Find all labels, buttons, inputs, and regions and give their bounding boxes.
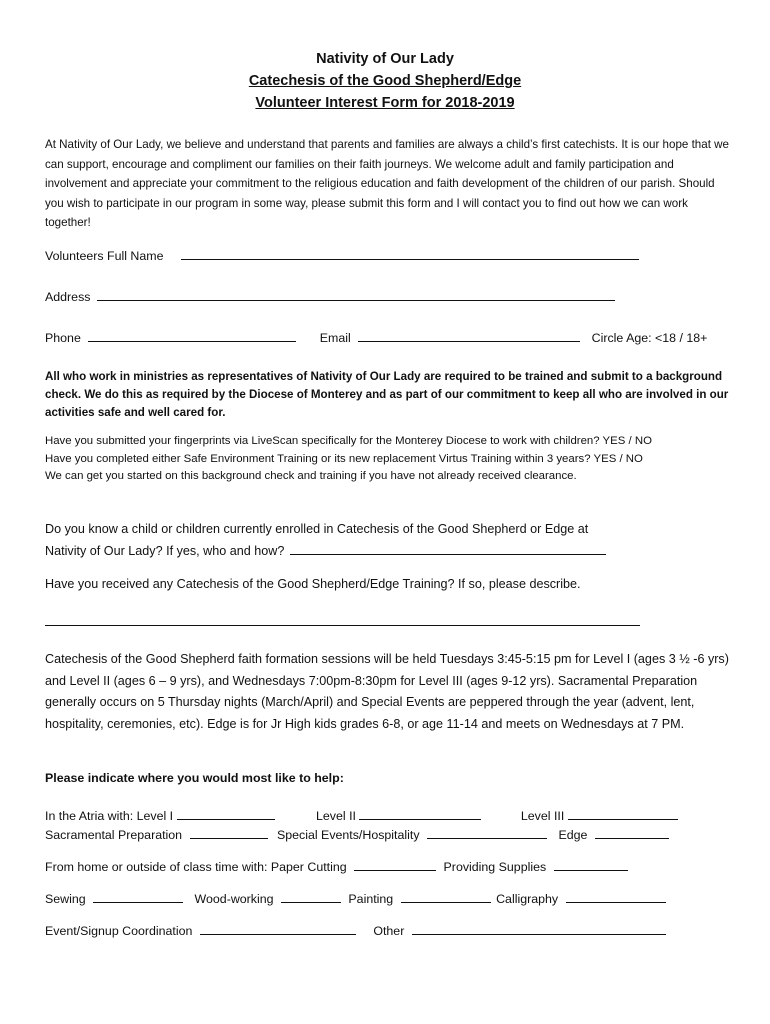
calligraphy-field[interactable] xyxy=(566,889,666,903)
email-field[interactable] xyxy=(358,328,580,342)
contact-row xyxy=(45,328,735,347)
level1-field[interactable] xyxy=(177,806,275,820)
special-events-label: Special Events/Hospitality xyxy=(276,828,420,842)
full-name-label: Volunteers Full Name xyxy=(45,249,164,263)
full-name-row xyxy=(45,246,735,265)
phone-label: Phone xyxy=(45,331,81,345)
other-field[interactable] xyxy=(412,921,666,935)
phone-field[interactable] xyxy=(88,328,296,342)
sewing-field[interactable] xyxy=(93,889,183,903)
program-subtitle: Catechesis of the Good Shepherd/Edge xyxy=(248,73,522,89)
virtus-training-question[interactable]: Have you completed either Safe Environment Training or its new replacement Virtus Training within 3 years? YES / NO xyxy=(45,452,643,465)
know-child-answer-field[interactable] xyxy=(290,541,606,555)
know-child-question xyxy=(45,518,735,562)
edge-field[interactable] xyxy=(595,825,669,839)
training-received-question: Have you received any Catechesis of the Good Shepherd/Edge Training? If so, please describe. xyxy=(45,577,581,591)
header xyxy=(0,48,770,114)
providing-supplies-field[interactable] xyxy=(554,857,628,871)
fingerprints-question[interactable]: Have you submitted your fingerprints via LiveScan specifically for the Monterey Diocese to work with children? YES / NO xyxy=(45,435,652,447)
woodworking-field[interactable] xyxy=(281,889,341,903)
level2-field[interactable] xyxy=(359,806,481,820)
help-heading: Please indicate where you would most like to help: xyxy=(45,771,344,785)
other-label: Other xyxy=(373,924,405,938)
event-coordination-label: Event/Signup Coordination xyxy=(45,924,193,938)
atria-row xyxy=(45,806,735,825)
training-description-field[interactable] xyxy=(45,625,640,626)
coordination-row xyxy=(45,921,735,940)
painting-label: Painting xyxy=(348,892,394,906)
know-child-line1: Do you know a child or children currently enrolled in Catechesis of the Good Shepherd or Edge at xyxy=(45,522,589,536)
event-coordination-field[interactable] xyxy=(200,921,356,935)
calligraphy-label: Calligraphy xyxy=(496,892,559,906)
sacramental-row xyxy=(45,825,735,844)
from-home-row xyxy=(45,857,735,876)
sacramental-field[interactable] xyxy=(190,825,268,839)
special-events-field[interactable] xyxy=(427,825,547,839)
sewing-label: Sewing xyxy=(45,892,86,906)
sessions-info: Catechesis of the Good Shepherd faith formation sessions will be held Tuesdays 3:45-5:15 pm for Level I (ages 3 ½ -6 yrs) and Level II (ages 6 – 9 yrs), and Wednesdays 7:00pm-8:30pm for Level III (ages 9-12 yrs). Sacramental Preparation generally occurs on 5 Thursday nights (March/April) and Special Events are peppered through the year (advent, lent, hospitality, ceremonies, etc). Edge is for Jr High kids grades 6-8, or age 11-14 and meets on Wednesdays at 7 PM. xyxy=(45,652,729,731)
intro-paragraph: At Nativity of Our Lady, we believe and understand that parents and families are always a child’s first catechists. It is our hope that we can support, encourage and compliment our families on their faith journeys. We welcome adult and family participation and involvement and appreciate your commitment to the religious education and faith development of the children of our parish. Should you wish to participate in our program in some way, please submit this form and I will contact you to find out how we can work together! xyxy=(45,138,729,230)
email-label: Email xyxy=(319,331,351,345)
address-row xyxy=(45,287,735,306)
painting-field[interactable] xyxy=(401,889,491,903)
level3-label: Level III xyxy=(520,809,565,823)
parish-title: Nativity of Our Lady xyxy=(316,51,454,67)
circle-age-option[interactable]: Circle Age: <18 / 18+ xyxy=(591,331,708,345)
address-field[interactable] xyxy=(97,287,615,301)
full-name-field[interactable] xyxy=(181,246,639,260)
woodworking-label: Wood-working xyxy=(194,892,274,906)
form-title: Volunteer Interest Form for 2018-2019 xyxy=(255,95,515,111)
sacramental-label: Sacramental Preparation xyxy=(45,828,183,842)
background-help-note: We can get you started on this background check and training if you have not already received clearance. xyxy=(45,470,577,482)
crafts-row xyxy=(45,889,735,908)
know-child-line2: Nativity of Our Lady? If yes, who and how? xyxy=(45,544,285,558)
atria-level1-label: In the Atria with: Level I xyxy=(45,809,174,823)
providing-supplies-label: Providing Supplies xyxy=(443,860,547,874)
level3-field[interactable] xyxy=(568,806,678,820)
background-questions xyxy=(45,433,735,486)
edge-label: Edge xyxy=(558,828,588,842)
level2-label: Level II xyxy=(316,809,356,823)
paper-cutting-field[interactable] xyxy=(354,857,436,871)
background-requirement-notice: All who work in ministries as representatives of Nativity of Our Lady are required to be trained and submit to a background check. We do this as required by the Diocese of Monterey and as part of our commitment to keep all who are involved in our activities safe and well cared for. xyxy=(45,370,729,419)
paper-cutting-label: From home or outside of class time with: Paper Cutting xyxy=(45,860,347,874)
address-label: Address xyxy=(45,290,91,304)
